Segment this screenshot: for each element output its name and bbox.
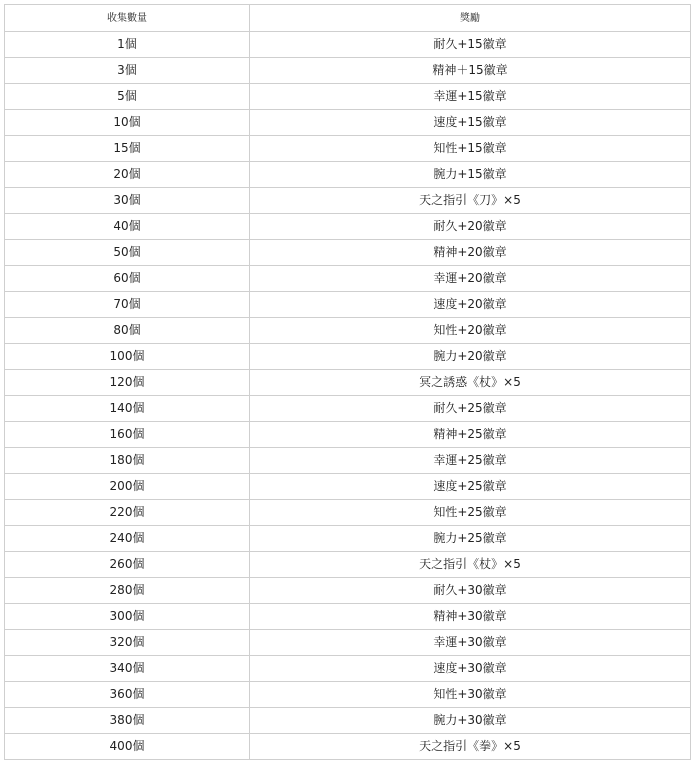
table-row	[5, 214, 691, 240]
table-row	[5, 578, 691, 604]
cell-count: 120個	[5, 370, 250, 396]
cell-reward: 知性+20徽章	[250, 318, 691, 344]
cell-count: 240個	[5, 526, 250, 552]
table-row	[5, 708, 691, 734]
table-row	[5, 162, 691, 188]
header-reward: 獎勵	[250, 5, 691, 32]
cell-reward: 知性+30徽章	[250, 682, 691, 708]
cell-count: 20個	[5, 162, 250, 188]
table-row	[5, 266, 691, 292]
cell-reward: 精神+30徽章	[250, 604, 691, 630]
table-row	[5, 84, 691, 110]
table-row	[5, 422, 691, 448]
cell-reward: 精神＋15徽章	[250, 58, 691, 84]
cell-reward: 精神+20徽章	[250, 240, 691, 266]
cell-count: 1個	[5, 32, 250, 58]
cell-count: 380個	[5, 708, 250, 734]
cell-reward: 速度+25徽章	[250, 474, 691, 500]
cell-reward: 腕力+15徽章	[250, 162, 691, 188]
cell-reward: 腕力+20徽章	[250, 344, 691, 370]
table-row	[5, 656, 691, 682]
cell-reward: 知性+15徽章	[250, 136, 691, 162]
cell-reward: 幸運+15徽章	[250, 84, 691, 110]
table-row	[5, 682, 691, 708]
table-row	[5, 318, 691, 344]
table-row	[5, 188, 691, 214]
table-row	[5, 474, 691, 500]
cell-count: 300個	[5, 604, 250, 630]
cell-reward: 精神+25徽章	[250, 422, 691, 448]
cell-reward: 腕力+25徽章	[250, 526, 691, 552]
table-row	[5, 448, 691, 474]
cell-count: 360個	[5, 682, 250, 708]
cell-count: 60個	[5, 266, 250, 292]
table-row	[5, 292, 691, 318]
cell-count: 50個	[5, 240, 250, 266]
cell-reward: 腕力+30徽章	[250, 708, 691, 734]
cell-reward: 幸運+30徽章	[250, 630, 691, 656]
cell-count: 340個	[5, 656, 250, 682]
table-row	[5, 526, 691, 552]
cell-count: 280個	[5, 578, 250, 604]
table-body	[5, 32, 691, 760]
cell-count: 10個	[5, 110, 250, 136]
cell-reward: 速度+15徽章	[250, 110, 691, 136]
table-row	[5, 58, 691, 84]
table-row	[5, 240, 691, 266]
cell-count: 140個	[5, 396, 250, 422]
table-header-row	[5, 5, 691, 32]
cell-reward: 耐久+15徽章	[250, 32, 691, 58]
cell-reward: 知性+25徽章	[250, 500, 691, 526]
table-row	[5, 136, 691, 162]
table-row	[5, 370, 691, 396]
cell-count: 180個	[5, 448, 250, 474]
table-row	[5, 396, 691, 422]
cell-reward: 冥之誘惑《杖》×5	[250, 370, 691, 396]
cell-count: 40個	[5, 214, 250, 240]
cell-count: 80個	[5, 318, 250, 344]
cell-reward: 速度+30徽章	[250, 656, 691, 682]
cell-count: 400個	[5, 734, 250, 760]
table-row	[5, 734, 691, 760]
cell-reward: 天之指引《杖》×5	[250, 552, 691, 578]
cell-reward: 天之指引《拳》×5	[250, 734, 691, 760]
table-row	[5, 32, 691, 58]
cell-count: 5個	[5, 84, 250, 110]
cell-count: 220個	[5, 500, 250, 526]
cell-count: 100個	[5, 344, 250, 370]
cell-count: 160個	[5, 422, 250, 448]
cell-reward: 耐久+30徽章	[250, 578, 691, 604]
collection-reward-table	[4, 4, 691, 760]
cell-count: 30個	[5, 188, 250, 214]
cell-reward: 天之指引《刀》×5	[250, 188, 691, 214]
cell-reward: 耐久+25徽章	[250, 396, 691, 422]
table-row	[5, 110, 691, 136]
cell-reward: 耐久+20徽章	[250, 214, 691, 240]
cell-count: 70個	[5, 292, 250, 318]
cell-reward: 幸運+20徽章	[250, 266, 691, 292]
cell-count: 200個	[5, 474, 250, 500]
cell-count: 15個	[5, 136, 250, 162]
cell-count: 3個	[5, 58, 250, 84]
table-row	[5, 552, 691, 578]
header-count: 收集數量	[5, 5, 250, 32]
table-row	[5, 344, 691, 370]
cell-count: 260個	[5, 552, 250, 578]
cell-count: 320個	[5, 630, 250, 656]
cell-reward: 幸運+25徽章	[250, 448, 691, 474]
cell-reward: 速度+20徽章	[250, 292, 691, 318]
table-row	[5, 604, 691, 630]
table-row	[5, 630, 691, 656]
table-row	[5, 500, 691, 526]
